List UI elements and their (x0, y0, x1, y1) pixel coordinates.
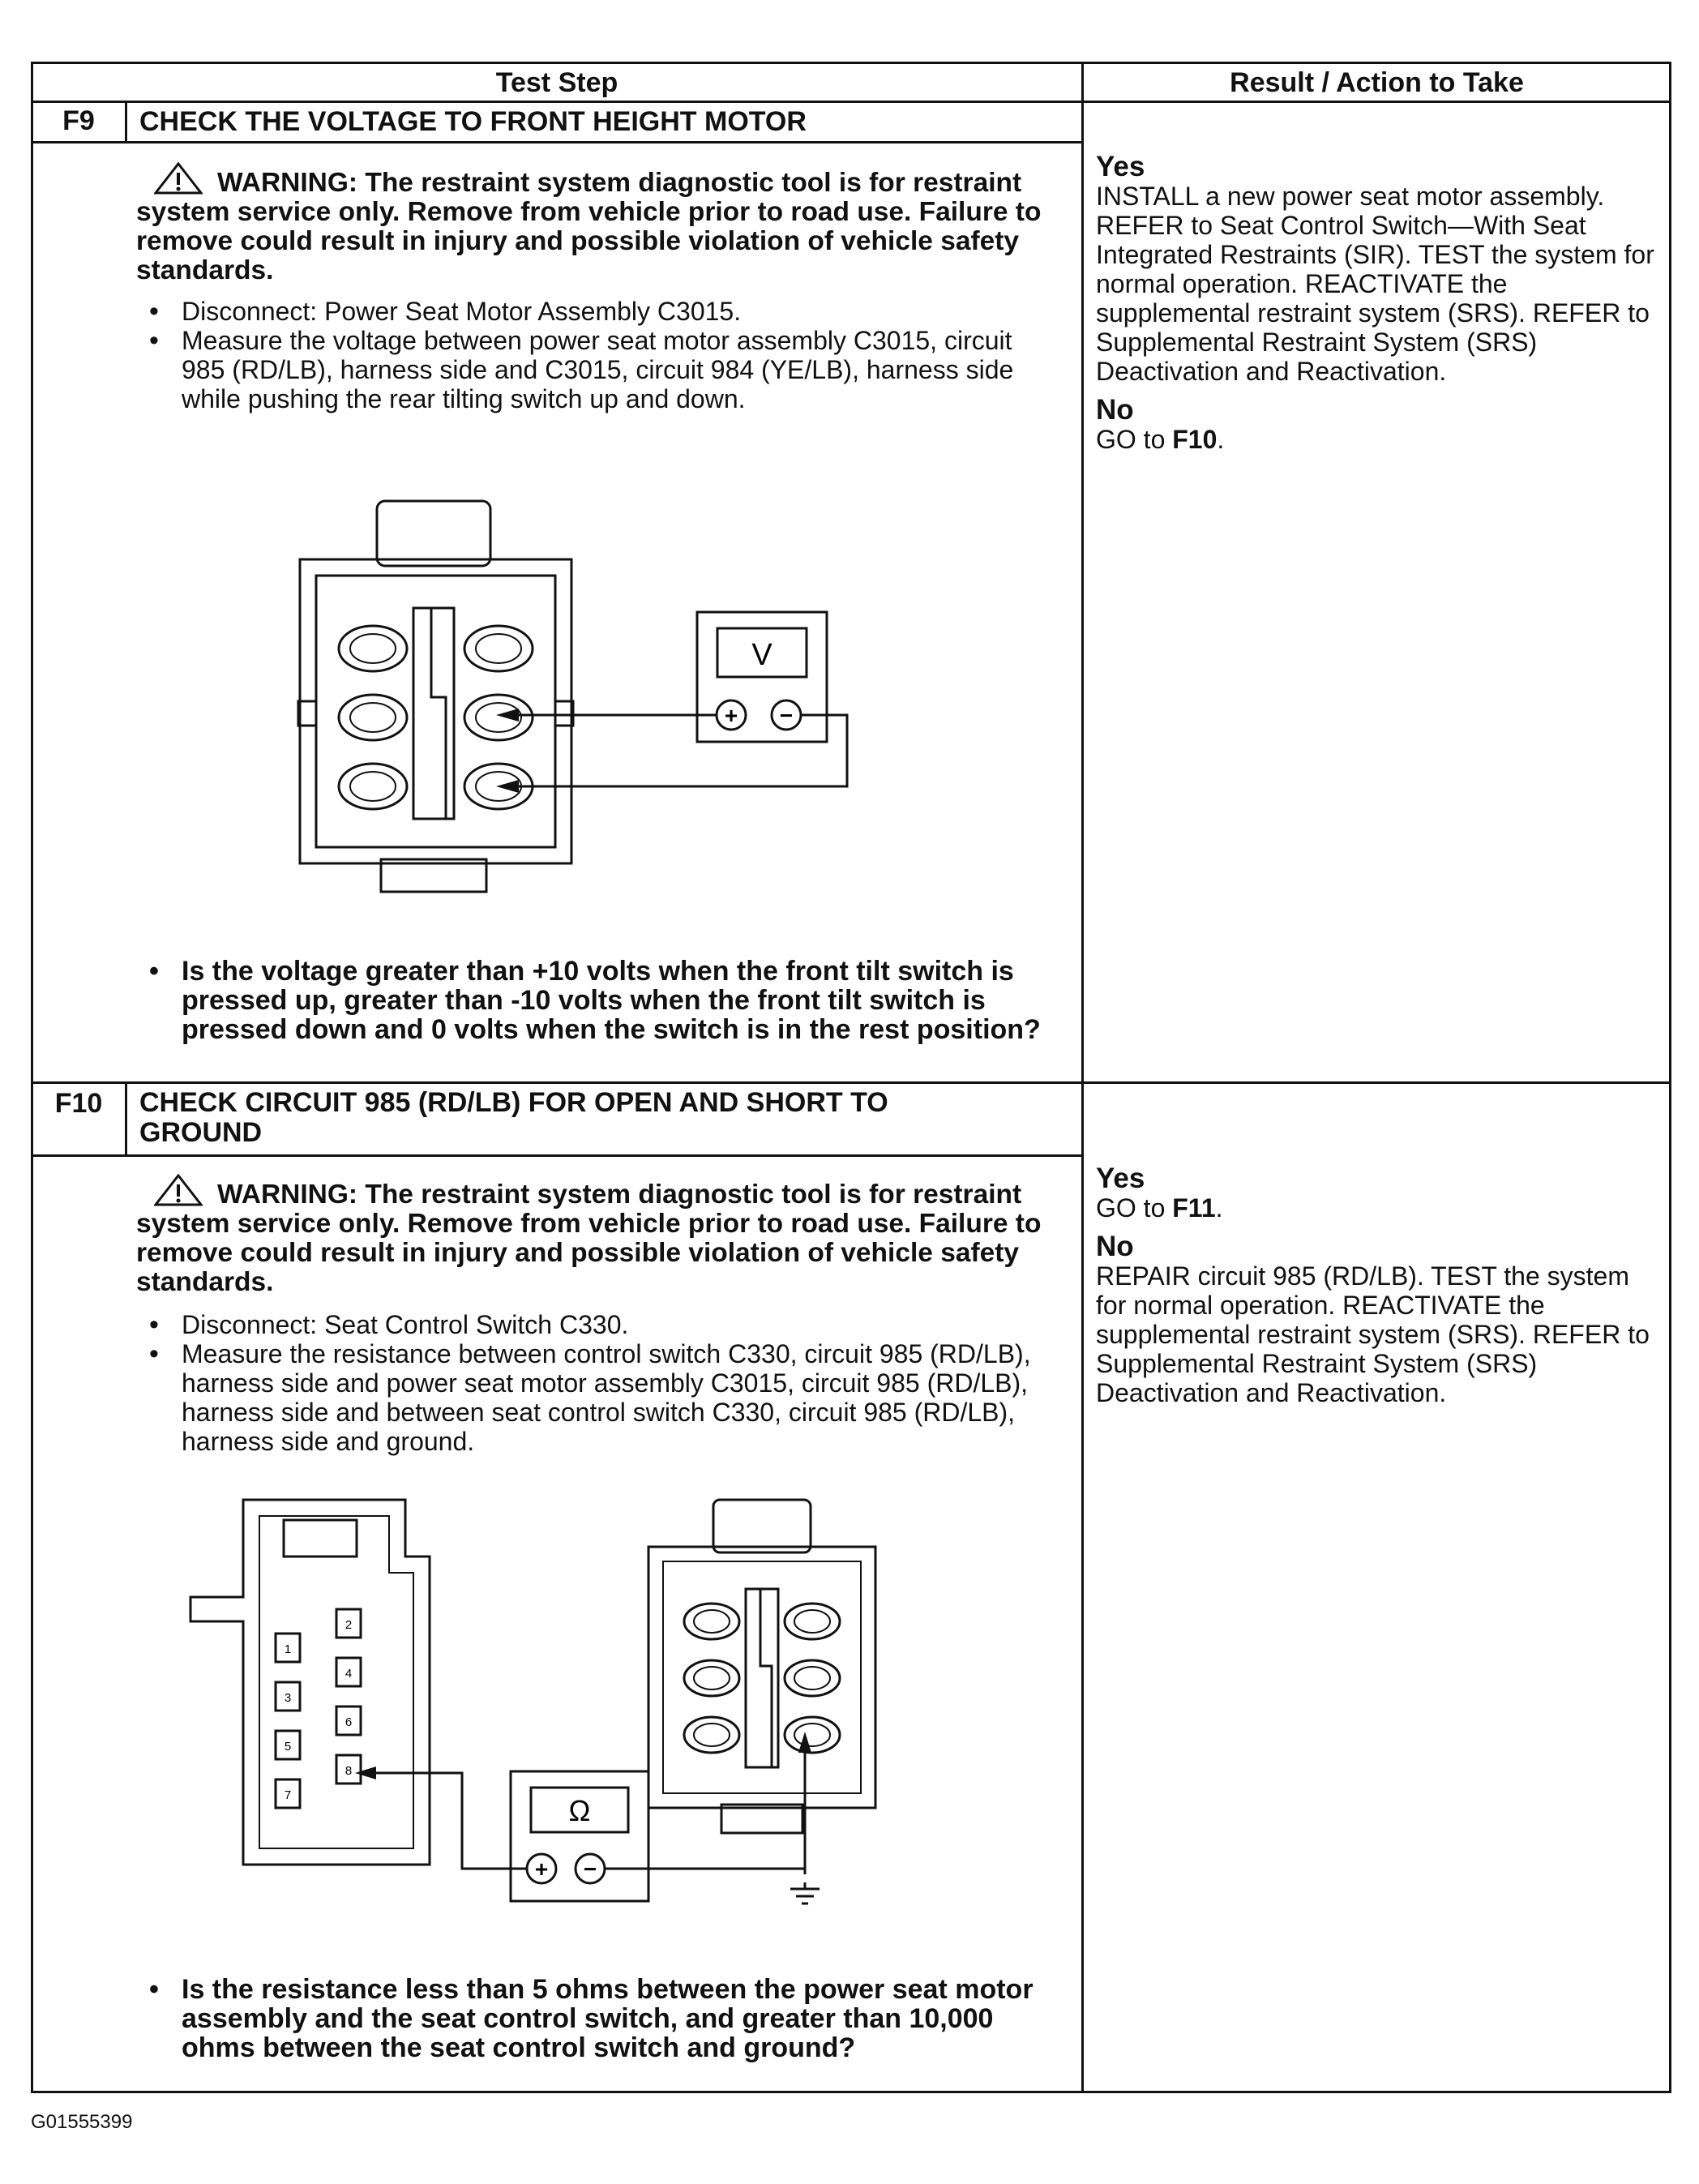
instruction-list (139, 297, 1047, 413)
svg-text:7: 7 (284, 1788, 292, 1802)
probe-tip (798, 1732, 811, 1753)
meter-symbol: Ω (568, 1794, 591, 1827)
f10-id-divider (125, 1081, 127, 1156)
f10-title-divider (31, 1154, 1083, 1157)
list-item: • Disconnect: Seat Control Switch C330. (139, 1310, 1047, 1339)
probe-tip (355, 1766, 376, 1779)
yes-label: Yes (1096, 1163, 1145, 1194)
warning-text: WARNING: The restraint system diagnostic tool is for restraint system service only. Remove from vehicle prior to road use. Failure to remove could result in injury and possible violation of vehicle safety standards. (136, 1180, 1042, 1297)
meter-symbol: V (751, 638, 772, 672)
no-action-prefix: GO to (1096, 425, 1166, 454)
test-question: • Is the resistance less than 5 ohms between the power seat motor assembly and the seat control switch, and greater than 10,000 ohms between the seat control switch and ground? (139, 1975, 1057, 2062)
probe-tip (496, 780, 519, 793)
step-id: F10 (54, 1088, 103, 1119)
warning-icon (154, 1174, 203, 1206)
svg-text:−: − (583, 1856, 597, 1882)
connector-latch (713, 1500, 811, 1552)
warning-text: WARNING: The restraint system diagnostic tool is for restraint system service only. Remove from vehicle prior to road use. Failure to remove could result in injury and possible violation of vehicle safety standards. (136, 168, 1042, 285)
step-id: F9 (62, 105, 95, 136)
connector-latch (377, 501, 490, 566)
svg-text:8: 8 (345, 1764, 353, 1778)
f9-id-divider (125, 101, 127, 143)
test-question: • Is the voltage greater than +10 volts when the front tilt switch is pressed up, greater than -10 volts when the front tilt switch is pressed down and 0 volts when the switch is in the rest position? (139, 957, 1057, 1044)
yes-label: Yes (1096, 151, 1145, 182)
svg-text:+: + (534, 1856, 549, 1882)
voltage-test-diagram (284, 495, 867, 924)
row-divider (31, 1081, 1671, 1084)
switch-connector-body (190, 1500, 430, 1865)
svg-text:2: 2 (345, 1618, 353, 1632)
svg-text:−: − (779, 703, 794, 728)
probe-tip (496, 709, 519, 722)
svg-text:3: 3 (284, 1691, 292, 1705)
warning-block (136, 162, 1052, 285)
list-item: • Measure the voltage between power seat motor assembly C3015, circuit 985 (RD/LB), harness side and C3015, circuit 984 (YE/LB), harness side while pushing the rear tilting switch up and down. (139, 326, 1047, 413)
header-test-step: Test Step (495, 67, 618, 98)
result-block: Yes INSTALL a new power seat motor assembly. REFER to Seat Control Switch—With Seat Integrated Restraints (SIR). TEST the system for normal operation. REACTIVATE the supplemental restraint system (SRS). REFER to Supplemental Restraint System (SRS) Deactivation and Reactivation. No GO to F10. (1096, 152, 1663, 464)
column-divider (1081, 62, 1084, 2093)
instruction-list (139, 1310, 1047, 1456)
step-title: CHECK CIRCUIT 985 (RD/LB) FOR OPEN AND SHORT TO GROUND (139, 1087, 888, 1148)
figure-id: G01555399 (31, 2111, 133, 2133)
svg-text:5: 5 (284, 1740, 292, 1754)
step-title: CHECK THE VOLTAGE TO FRONT HEIGHT MOTOR (139, 106, 807, 137)
list-item: • Disconnect: Power Seat Motor Assembly C3015. (139, 297, 1047, 326)
f9-title-divider (31, 141, 1083, 143)
no-action-ref: F10 (1172, 425, 1218, 454)
probe-lead-positive (361, 1773, 527, 1869)
list-item: • Measure the resistance between control switch C330, circuit 985 (RD/LB), harness side and power seat motor assembly C3015, circuit 985 (RD/LB), harness side and between seat control switch C330, circuit 985 (RD/LB), harness side and ground. (139, 1339, 1047, 1456)
svg-text:1: 1 (284, 1642, 292, 1656)
svg-text:+: + (724, 703, 738, 728)
no-label: No (1096, 394, 1134, 426)
resistance-test-diagram (162, 1484, 892, 1938)
yes-action-ref: F11 (1172, 1193, 1216, 1223)
yes-action: INSTALL a new power seat motor assembly. REFER to Seat Control Switch—With Seat Integrated Restraints (SIR). TEST the system for normal operation. REACTIVATE the supplemental restraint system (SRS). REFER to Supplemental Restraint System (SRS) Deactivation and Reactivation. (1096, 182, 1654, 386)
header-result-action: Result / Action to Take (1230, 67, 1524, 98)
svg-text:6: 6 (345, 1715, 353, 1729)
result-block: Yes GO to F11. No REPAIR circuit 985 (RD/LB). TEST the system for normal operation. REACTIVATE the supplemental restraint system (SRS). REFER to Supplemental Restraint System (SRS) Deactivation and Reactivation. (1096, 1164, 1663, 1417)
svg-text:4: 4 (345, 1667, 353, 1681)
no-label: No (1096, 1231, 1134, 1262)
yes-action-prefix: GO to (1096, 1193, 1166, 1223)
warning-block (136, 1174, 1052, 1297)
warning-icon (154, 162, 203, 195)
no-action: REPAIR circuit 985 (RD/LB). TEST the system for normal operation. REACTIVATE the supplemental restraint system (SRS). REFER to Supplemental Restraint System (SRS) Deactivation and Reactivation. (1096, 1261, 1650, 1407)
